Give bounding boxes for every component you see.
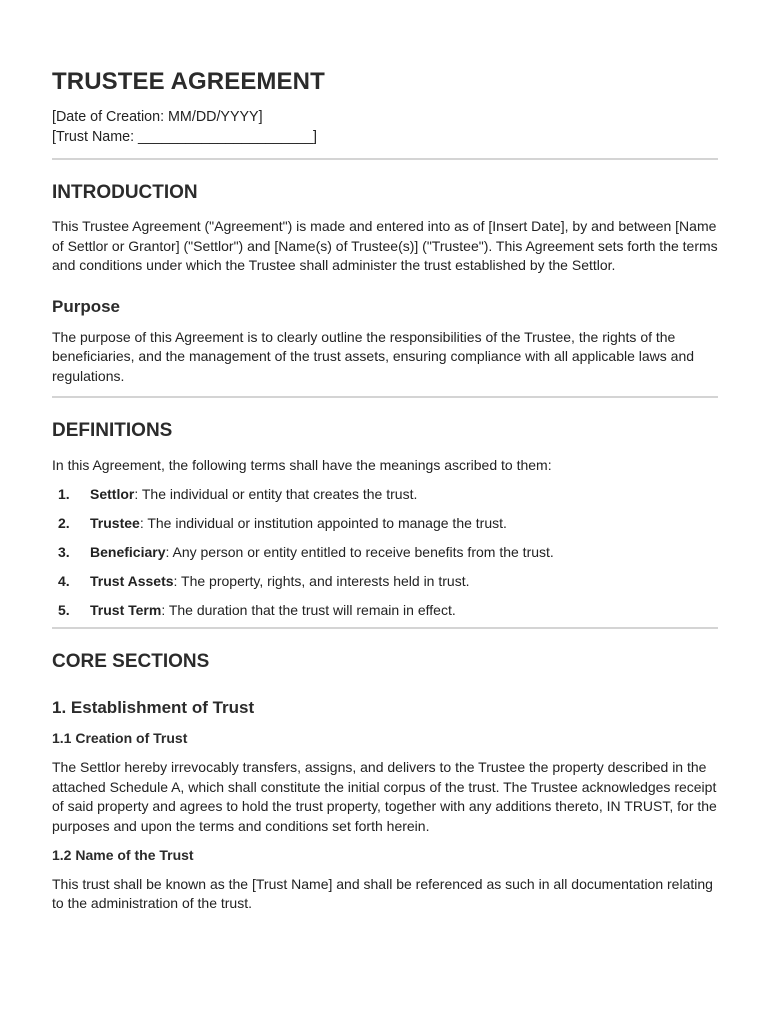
creation-of-trust-body: The Settlor hereby irrevocably transfers, assigns, and delivers to the Trustee the property described in the attached Schedule A, which shall constitute the initial corpus of the trust. The Trustee acknowledges receipt of said property and agrees to hold the trust property, together with any additions thereto, IN TRUST, for the purposes and upon the terms and conditions set forth herein. — [52, 759, 717, 834]
establishment-heading: 1. Establishment of Trust — [52, 698, 255, 718]
definition-text: : The individual or entity that creates the trust. — [134, 486, 418, 503]
core-sections-heading: CORE SECTIONS — [52, 651, 210, 673]
list-number: 1. — [58, 486, 70, 503]
trust-name-line: [Trust Name: ______________________] — [52, 128, 317, 145]
name-of-trust-heading: 1.2 Name of the Trust — [52, 846, 194, 863]
purpose-body: The purpose of this Agreement is to clearly outline the responsibilities of the Trustee, the rights of the beneficiaries, and the management of the trust assets, ensuring compliance with all applicable laws and regulations. — [52, 328, 695, 384]
definition-text: : The duration that the trust will remain in effect. — [161, 602, 456, 619]
introduction-heading: INTRODUCTION — [52, 182, 198, 203]
list-item — [52, 601, 718, 630]
definition-term: Settlor — [90, 486, 135, 503]
definition-text: : Any person or entity entitled to receive benefits from the trust. — [165, 544, 554, 561]
list-number: 5. — [58, 602, 70, 619]
definition-text: : The individual or institution appointed to manage the trust. — [139, 515, 507, 532]
section-divider — [52, 396, 718, 398]
definition-text: : The property, rights, and interests held in trust. — [173, 573, 470, 590]
document-title: TRUSTEE AGREEMENT — [52, 68, 325, 95]
list-item — [52, 572, 718, 601]
definition-term: Trust Assets — [90, 573, 174, 590]
purpose-heading: Purpose — [52, 296, 121, 316]
list-item — [52, 543, 718, 572]
list-number: 2. — [58, 515, 70, 532]
introduction-body: This Trustee Agreement ("Agreement") is made and entered into as of [Insert Date], by and between [Name of Settlor or Grantor] ("Settlor") and [Name(s) of Trustee(s)] ("Trustee"). This Agreement sets forth the terms and conditions under which the Trustee shall administer the trust established by the Settlor. — [52, 218, 718, 274]
list-item — [52, 485, 718, 514]
date-of-creation: [Date of Creation: MM/DD/YYYY] — [52, 109, 263, 125]
list-number: 4. — [58, 573, 70, 590]
definitions-heading: DEFINITIONS — [52, 419, 173, 441]
section-divider — [52, 158, 718, 160]
definition-term: Trust Term — [90, 602, 162, 619]
definition-term: Trustee — [90, 515, 140, 532]
creation-of-trust-heading: 1.1 Creation of Trust — [52, 730, 188, 747]
definitions-intro: In this Agreement, the following terms shall have the meanings ascribed to them: — [52, 456, 552, 473]
definitions-list — [52, 485, 718, 630]
list-number: 3. — [58, 544, 70, 561]
definition-term: Beneficiary — [90, 544, 166, 561]
name-of-trust-body: This trust shall be known as the [Trust Name] and shall be referenced as such in all documentation relating to the administration of the trust. — [52, 875, 713, 912]
list-item — [52, 514, 718, 543]
